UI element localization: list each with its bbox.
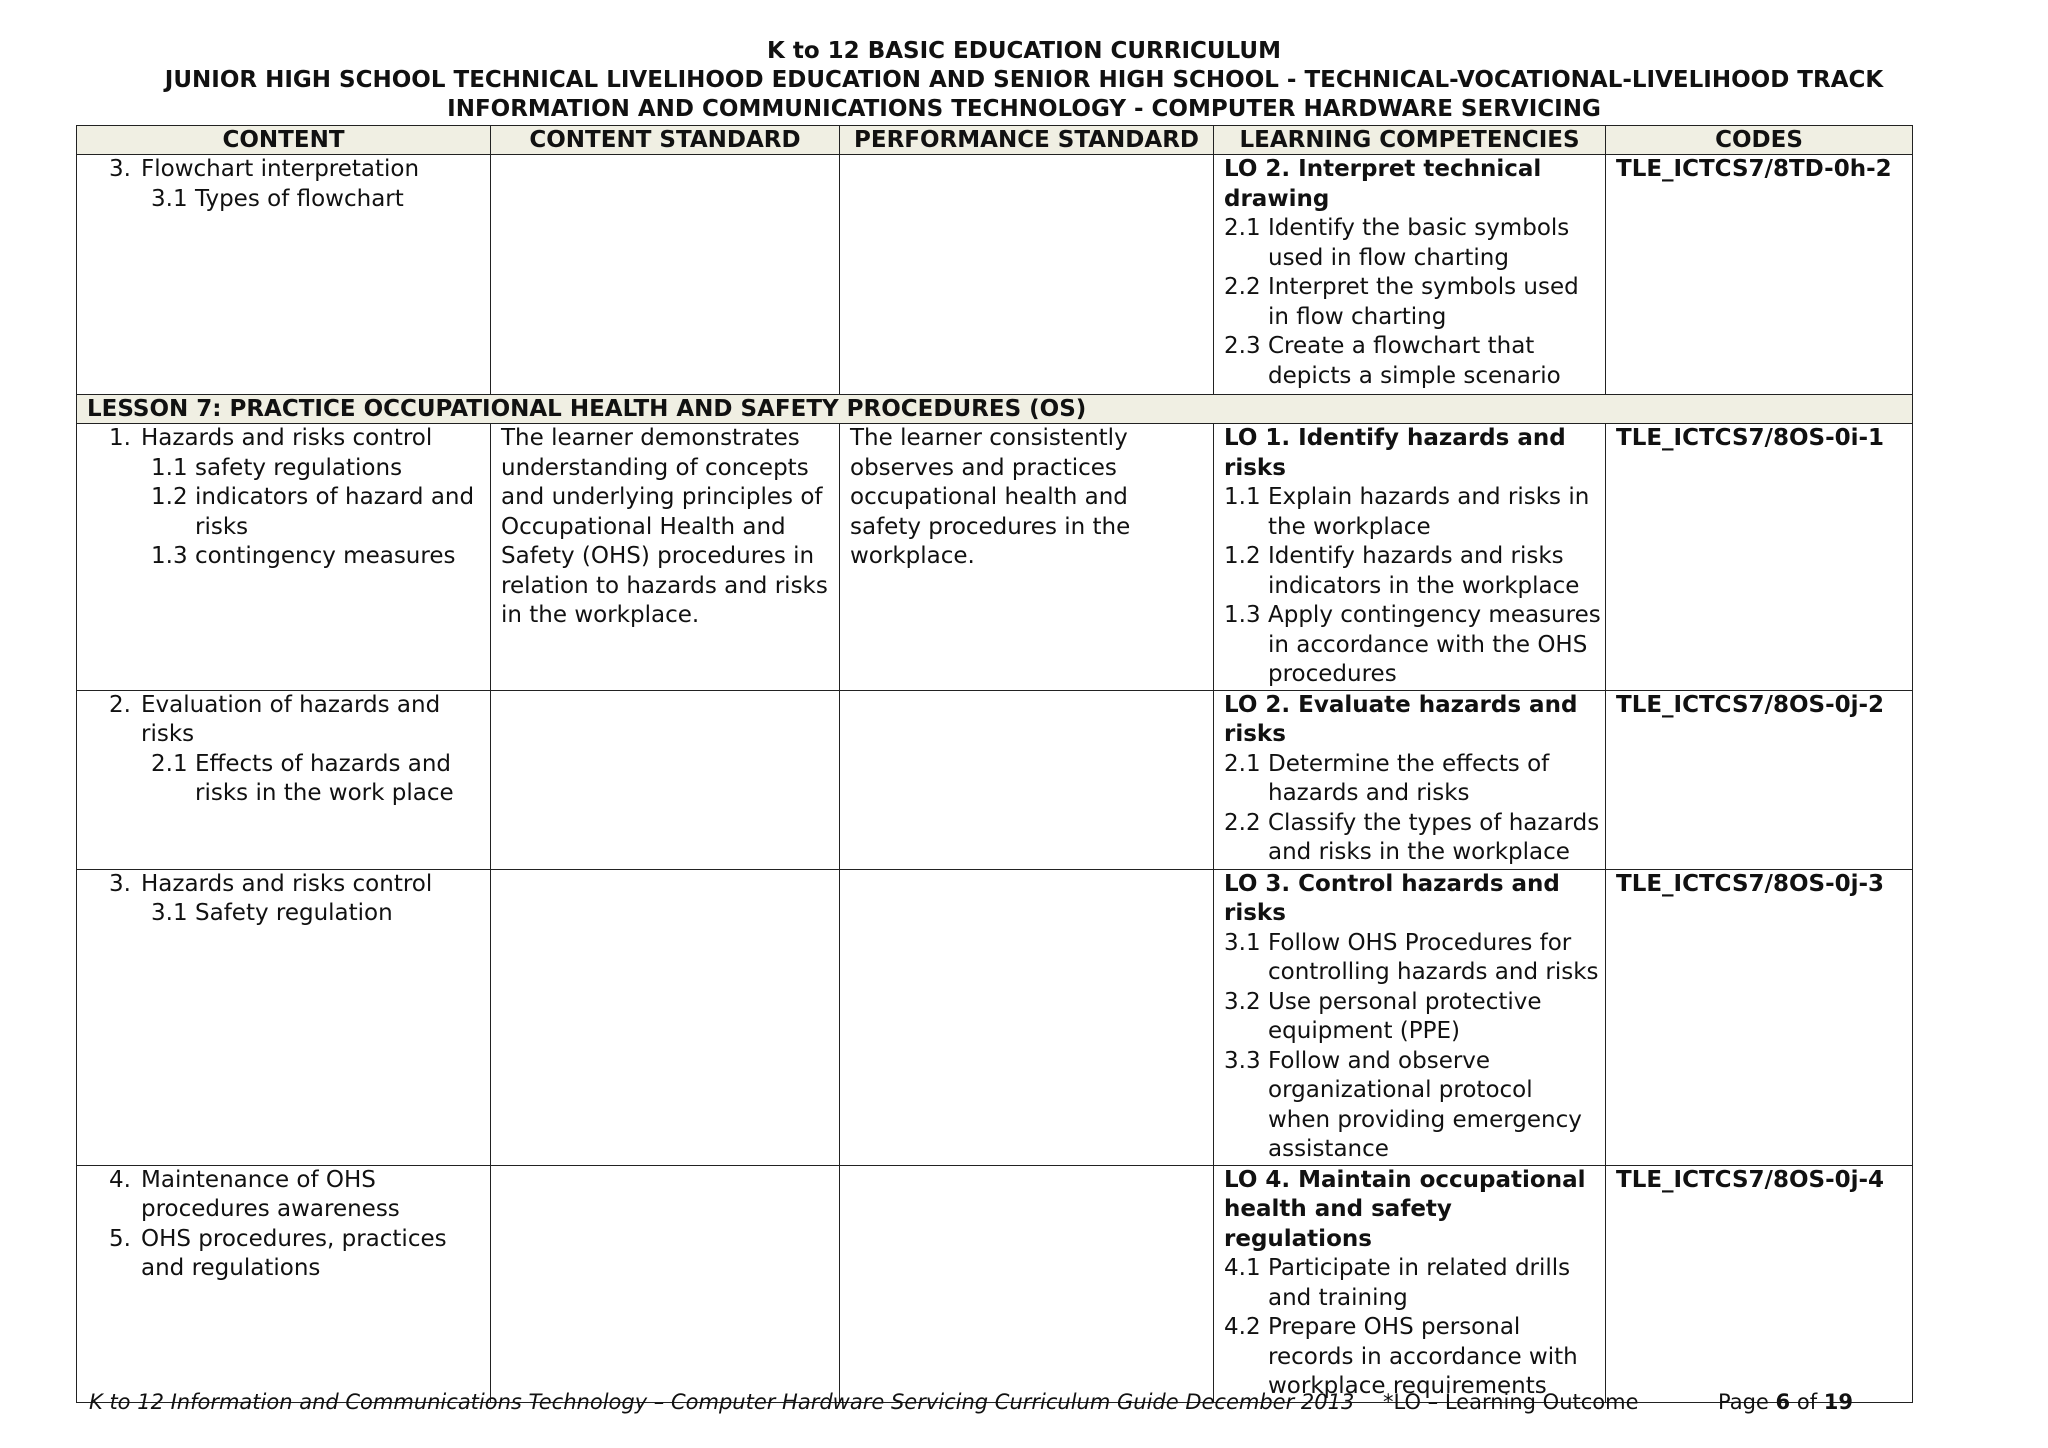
table-row — [77, 869, 1913, 1165]
item-number: 3.1 — [151, 900, 188, 926]
page-number — [1718, 1389, 1853, 1415]
content-standard-cell — [491, 869, 840, 1165]
col-header-content: CONTENT — [77, 126, 491, 155]
item-number: 1.3 — [1224, 602, 1261, 628]
page-total: 19 — [1823, 1390, 1854, 1414]
competencies-cell — [1214, 1165, 1606, 1402]
content-item: OHS procedures, practices and regulations — [141, 1225, 447, 1281]
page-word: Page — [1718, 1390, 1769, 1414]
content-cell — [77, 424, 491, 691]
lesson-title: LESSON 7: PRACTICE OCCUPATIONAL HEALTH AND SAFETY PROCEDURES (OS) — [77, 395, 1913, 424]
content-subitem: Types of flowchart — [195, 185, 404, 212]
content-item: Hazards and risks control — [141, 425, 433, 451]
item-number: 2.2 — [1224, 274, 1261, 300]
competencies-cell — [1214, 690, 1606, 869]
content-cell — [77, 1165, 491, 1402]
item-number: 1.2 — [1224, 543, 1261, 569]
item-number: 5. — [109, 1225, 131, 1252]
item-number: 2.2 — [1224, 809, 1261, 836]
col-header-codes: CODES — [1606, 126, 1913, 155]
content-item: Flowchart interpretation — [141, 156, 420, 182]
code-cell: TLE_ICTCS7/8OS-0j-3 — [1606, 869, 1913, 1165]
table-row — [77, 690, 1913, 869]
competency: Create a flowchart that depicts a simple scenario — [1268, 333, 1561, 389]
competencies-cell — [1214, 869, 1606, 1165]
table-row — [77, 424, 1913, 691]
item-number: 2.1 — [151, 750, 188, 777]
code-cell: TLE_ICTCS7/8OS-0j-2 — [1606, 690, 1913, 869]
competency: Follow OHS Procedures for controlling hazards and risks — [1268, 929, 1599, 985]
item-number: 4.1 — [1224, 1255, 1261, 1281]
competency: Explain hazards and risks in the workplace — [1268, 484, 1590, 540]
competency: Follow and observe organizational protocol when providing emergency assistance — [1268, 1047, 1582, 1162]
item-number: 2.1 — [1224, 750, 1261, 777]
competency: Classify the types of hazards and risks in the workplace — [1268, 809, 1600, 865]
code-cell: TLE_ICTCS7/8OS-0j-4 — [1606, 1165, 1913, 1402]
document-title: K to 12 BASIC EDUCATION CURRICULUM — [767, 38, 1281, 64]
content-cell — [77, 690, 491, 869]
item-number: 2.3 — [1224, 333, 1261, 359]
learning-outcome: LO 4. Maintain occupational health and safety regulations — [1224, 1166, 1586, 1252]
table-row — [77, 155, 1913, 395]
content-standard-cell — [491, 1165, 840, 1402]
competency: Participate in related drills and training — [1268, 1255, 1571, 1311]
item-number: 3. — [109, 156, 131, 182]
competency: Use personal protective equipment (PPE) — [1268, 988, 1542, 1044]
content-subitem: contingency measures — [195, 543, 456, 569]
content-cell — [77, 869, 491, 1165]
col-header-performance-standard: PERFORMANCE STANDARD — [840, 126, 1214, 155]
item-number: 1. — [109, 425, 131, 451]
content-subitem: safety regulations — [195, 454, 403, 481]
content-item: Maintenance of OHS procedures awareness — [141, 1166, 400, 1222]
content-standard-cell: The learner demonstrates understanding of concepts and underlying principles of Occupational Health and Safety (OHS) procedures in relation to hazards and risks in the workplace. — [491, 424, 840, 691]
item-number: 3.3 — [1224, 1047, 1261, 1074]
content-item: Hazards and risks control — [141, 870, 433, 897]
col-header-learning-competencies: LEARNING COMPETENCIES — [1214, 126, 1606, 155]
item-number: 4.2 — [1224, 1314, 1261, 1340]
item-number: 2.1 — [1224, 215, 1261, 241]
competency: Prepare OHS personal records in accordance with workplace requirements — [1268, 1314, 1578, 1399]
item-number: 4. — [109, 1166, 131, 1193]
footer-guide-title: K to 12 Information and Communications Technology – Computer Hardware Servicing Curriculum Guide December 2013 — [89, 1390, 1355, 1414]
document-subtitle: JUNIOR HIGH SCHOOL TECHNICAL LIVELIHOOD EDUCATION AND SENIOR HIGH SCHOOL - TECHNICAL-VOCATIONAL-LIVELIHOOD TRACK — [164, 67, 1884, 93]
item-number: 1.1 — [151, 454, 188, 481]
competencies-cell — [1214, 155, 1606, 395]
item-number: 3.2 — [1224, 988, 1261, 1015]
content-standard-cell — [491, 155, 840, 395]
performance-standard-cell — [840, 155, 1214, 395]
competency: Interpret the symbols used in flow charting — [1268, 274, 1579, 330]
of-word: of — [1796, 1390, 1818, 1414]
content-cell — [77, 155, 491, 395]
performance-standard-cell — [840, 1165, 1214, 1402]
performance-standard-cell: The learner consistently observes and practices occupational health and safety procedures in the workplace. — [840, 424, 1214, 691]
col-header-content-standard: CONTENT STANDARD — [491, 126, 840, 155]
performance-standard-cell — [840, 690, 1214, 869]
learning-outcome: LO 2. Evaluate hazards and risks — [1224, 691, 1578, 747]
competencies-cell — [1214, 424, 1606, 691]
content-subitem: indicators of hazard and risks — [195, 484, 475, 540]
table-row — [77, 1165, 1913, 1402]
content-subitem: Effects of hazards and risks in the work place — [195, 750, 454, 806]
competency: Determine the effects of hazards and risks — [1268, 750, 1550, 806]
item-number: 2. — [109, 691, 131, 718]
code-cell: TLE_ICTCS7/8TD-0h-2 — [1606, 155, 1913, 395]
lesson-row — [77, 395, 1913, 424]
content-item: Evaluation of hazards and risks — [141, 691, 441, 747]
document-subject: INFORMATION AND COMMUNICATIONS TECHNOLOGY - COMPUTER HARDWARE SERVICING — [447, 96, 1601, 122]
learning-outcome: LO 1. Identify hazards and risks — [1224, 425, 1566, 481]
item-number: 3.1 — [151, 185, 188, 212]
item-number: 3.1 — [1224, 929, 1261, 956]
item-number: 1.1 — [1224, 484, 1261, 510]
learning-outcome: LO 3. Control hazards and risks — [1224, 870, 1560, 926]
code-cell: TLE_ICTCS7/8OS-0i-1 — [1606, 424, 1913, 691]
learning-outcome: LO 2. Interpret technical drawing — [1224, 156, 1542, 212]
competency: Identify the basic symbols used in flow charting — [1268, 215, 1570, 271]
performance-standard-cell — [840, 869, 1214, 1165]
footer-lo-note: *LO – Learning Outcome — [1383, 1390, 1639, 1414]
content-standard-cell — [491, 690, 840, 869]
item-number: 3. — [109, 870, 131, 897]
item-number: 1.3 — [151, 543, 188, 569]
page-current: 6 — [1775, 1390, 1791, 1414]
competency: Identify hazards and risks indicators in the workplace — [1268, 543, 1580, 599]
curriculum-table — [76, 125, 1913, 1403]
content-subitem: Safety regulation — [195, 900, 393, 926]
competency: Apply contingency measures in accordance with the OHS procedures — [1268, 602, 1601, 687]
item-number: 1.2 — [151, 484, 188, 510]
table-header-row — [77, 126, 1913, 155]
